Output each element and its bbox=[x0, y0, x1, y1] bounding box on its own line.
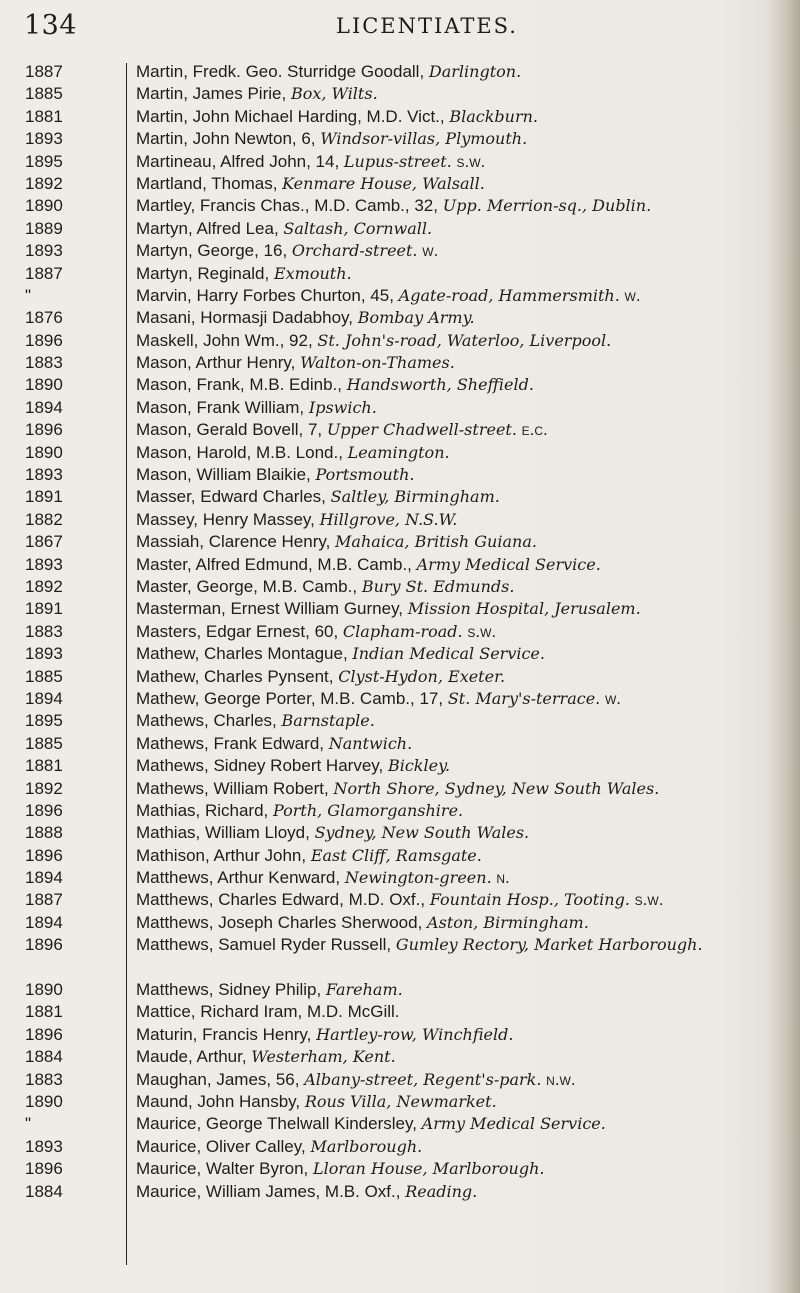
list-item bbox=[0, 643, 800, 665]
entry-year: 1896 bbox=[25, 845, 63, 865]
entry-text bbox=[136, 1158, 776, 1180]
entry-location: North Shore, Sydney, New South Wales. bbox=[333, 778, 660, 798]
entry-year: 1883 bbox=[25, 353, 63, 373]
entry-location: Agate-road, Hammersmith. bbox=[398, 285, 620, 305]
list-item bbox=[0, 397, 800, 419]
entry-location: Porth, Glamorganshire. bbox=[273, 800, 464, 820]
entry-year: 1895 bbox=[25, 711, 63, 731]
entry-name: Martin, James Pirie, bbox=[136, 84, 291, 104]
entry-text bbox=[136, 397, 776, 419]
entry-name: Matthews, Charles Edward, M.D. Oxf., bbox=[136, 890, 430, 910]
entry-location: Sydney, New South Wales. bbox=[314, 823, 530, 843]
list-item bbox=[0, 1001, 800, 1023]
entry-year: 1891 bbox=[25, 599, 63, 619]
entry-name: Mathew, George Porter, M.B. Camb., 17, bbox=[136, 688, 448, 708]
entry-location: Saltash, Cornwall. bbox=[283, 218, 433, 238]
entry-name: Mathew, Charles Pynsent, bbox=[136, 666, 339, 686]
entry-location: Blackburn. bbox=[449, 106, 539, 126]
entry-name: Matthews, Sidney Philip, bbox=[136, 980, 326, 1000]
entry-text bbox=[136, 979, 776, 1001]
entry-year: 1893 bbox=[25, 129, 63, 149]
entry-name: Matthews, Arthur Kenward, bbox=[136, 868, 345, 888]
entry-year: 1887 bbox=[25, 62, 63, 81]
entry-location: Walton-on-Thames. bbox=[300, 353, 455, 373]
list-item bbox=[0, 912, 800, 934]
entry-location: Army Medical Service. bbox=[421, 1114, 606, 1134]
entry-text bbox=[136, 106, 776, 128]
entry-text bbox=[136, 845, 776, 867]
entry-text bbox=[136, 374, 776, 396]
entry-year: 1885 bbox=[25, 666, 63, 686]
list-item bbox=[0, 845, 800, 867]
entry-name: Matthews, Joseph Charles Sherwood, bbox=[136, 912, 428, 932]
list-item bbox=[0, 240, 800, 262]
list-item bbox=[0, 173, 800, 195]
entry-year: 1889 bbox=[25, 218, 63, 238]
entry-location: Orchard-street. bbox=[291, 241, 418, 261]
entry-location: St. John's-road, Waterloo, Liverpool. bbox=[317, 330, 612, 350]
entry-name: Maurice, Walter Byron, bbox=[136, 1159, 313, 1179]
entry-location: Mahaica, British Guiana. bbox=[335, 532, 537, 552]
entry-name: Masters, Edgar Ernest, 60, bbox=[136, 621, 343, 641]
entry-location: Upp. Merrion-sq., Dublin. bbox=[442, 196, 652, 216]
list-item bbox=[0, 1046, 800, 1068]
entry-name: Martland, Thomas, bbox=[136, 173, 283, 193]
entry-name: Mason, William Blaikie, bbox=[136, 465, 316, 485]
list-item bbox=[0, 195, 800, 217]
entry-text bbox=[136, 1113, 776, 1135]
entry-text bbox=[136, 1091, 776, 1113]
list-item bbox=[0, 710, 800, 732]
entry-name: Martin, John Newton, 6, bbox=[136, 129, 321, 149]
entry-text bbox=[136, 285, 776, 307]
entry-text bbox=[136, 889, 776, 911]
list-item bbox=[0, 1181, 800, 1203]
entry-text bbox=[136, 666, 776, 688]
list-item bbox=[0, 554, 800, 576]
entry-name: Matthews, Samuel Ryder Russell, bbox=[136, 935, 396, 955]
running-head: LICENTIATES. bbox=[336, 14, 518, 38]
entry-text bbox=[136, 800, 776, 822]
entry-name: Mathias, Richard, bbox=[136, 800, 273, 820]
entry-text bbox=[136, 778, 776, 800]
entry-location: Hartley-row, Winchfield. bbox=[316, 1024, 514, 1044]
entry-name: Martin, Fredk. Geo. Sturridge Goodall, bbox=[136, 62, 429, 81]
list-item bbox=[0, 800, 800, 822]
list-item bbox=[0, 531, 800, 553]
entry-year: 1896 bbox=[25, 935, 63, 955]
list-item bbox=[0, 733, 800, 755]
list-item bbox=[0, 486, 800, 508]
entry-year: 1890 bbox=[25, 196, 63, 216]
list-item bbox=[0, 1113, 800, 1135]
entry-year: 1894 bbox=[25, 912, 63, 932]
entry-year: 1885 bbox=[25, 84, 63, 104]
entry-location: Portsmouth. bbox=[315, 465, 415, 485]
list-item bbox=[0, 128, 800, 150]
entry-year: 1881 bbox=[25, 756, 63, 776]
entry-name: Maughan, James, 56, bbox=[136, 1069, 305, 1089]
entry-location: Clyst-Hydon, Exeter. bbox=[338, 666, 506, 686]
entry-location: Lloran House, Marlborough. bbox=[312, 1159, 545, 1179]
entry-name: Masterman, Ernest William Gurney, bbox=[136, 599, 408, 619]
entry-name: Martley, Francis Chas., M.D. Camb., 32, bbox=[136, 196, 443, 216]
entry-location: Nantwich. bbox=[328, 733, 413, 753]
list-item bbox=[0, 330, 800, 352]
entry-text bbox=[136, 867, 776, 889]
entry-text bbox=[136, 1136, 776, 1158]
entry-name: Mathias, William Lloyd, bbox=[136, 823, 315, 843]
entry-year: 1896 bbox=[25, 800, 63, 820]
entry-text bbox=[136, 643, 776, 665]
entry-year: 1896 bbox=[25, 420, 63, 440]
entry-year: 1894 bbox=[25, 688, 63, 708]
entry-location: Reading. bbox=[405, 1181, 478, 1201]
entry-text bbox=[136, 576, 776, 598]
entry-location: Exmouth. bbox=[273, 263, 352, 283]
entry-name: Martyn, Reginald, bbox=[136, 263, 274, 283]
entry-location: Kenmare House, Walsall. bbox=[282, 173, 485, 193]
entry-location: Albany-street, Regent's-park. bbox=[304, 1069, 542, 1089]
entry-text bbox=[136, 486, 776, 508]
entry-year: 1893 bbox=[25, 465, 63, 485]
entry-text bbox=[136, 218, 776, 240]
entry-location: Fountain Hosp., Tooting. bbox=[429, 890, 630, 910]
entry-postal-district: n. bbox=[491, 868, 510, 888]
entry-name: Mathews, William Robert, bbox=[136, 778, 334, 798]
entry-year: 1884 bbox=[25, 1181, 63, 1201]
entry-name: Maskell, John Wm., 92, bbox=[136, 330, 318, 350]
entry-year: 1890 bbox=[25, 1091, 63, 1111]
entry-name: Mattice, Richard Iram, M.D. McGill. bbox=[136, 1002, 400, 1022]
entry-year: 1894 bbox=[25, 397, 63, 417]
entry-year: 1890 bbox=[25, 442, 63, 462]
entry-year: 1890 bbox=[25, 980, 63, 1000]
entry-text bbox=[136, 1069, 776, 1091]
page-header bbox=[0, 10, 800, 44]
entry-text bbox=[136, 509, 776, 531]
list-item bbox=[0, 822, 800, 844]
entry-text bbox=[136, 688, 776, 710]
entry-text bbox=[136, 822, 776, 844]
entry-year: 1882 bbox=[25, 509, 63, 529]
entry-text bbox=[136, 240, 776, 262]
entry-year: 1893 bbox=[25, 644, 63, 664]
list-item bbox=[0, 509, 800, 531]
entry-year: 1890 bbox=[25, 375, 63, 395]
page-number: 134 bbox=[24, 10, 78, 41]
list-item bbox=[0, 778, 800, 800]
list-item bbox=[0, 1158, 800, 1180]
entry-text bbox=[136, 173, 776, 195]
entry-text bbox=[136, 83, 776, 105]
entry-year: 1891 bbox=[25, 487, 63, 507]
list-item bbox=[0, 61, 800, 83]
entry-text bbox=[136, 755, 776, 777]
entry-location: Saltley, Birmingham. bbox=[330, 487, 500, 507]
entry-text bbox=[136, 263, 776, 285]
entry-year: 1876 bbox=[25, 308, 63, 328]
entry-text bbox=[136, 464, 776, 486]
entry-location: Aston, Birmingham. bbox=[427, 912, 589, 932]
entry-text bbox=[136, 934, 776, 956]
entry-name: Master, George, M.B. Camb., bbox=[136, 576, 362, 596]
entry-text bbox=[136, 61, 776, 83]
list-item bbox=[0, 419, 800, 441]
entry-location: Army Medical Service. bbox=[416, 554, 601, 574]
list-item bbox=[0, 598, 800, 620]
entry-location: Leamington. bbox=[347, 442, 450, 462]
entry-text bbox=[136, 621, 776, 643]
entry-year: 1885 bbox=[25, 733, 63, 753]
entry-name: Mathison, Arthur John, bbox=[136, 845, 311, 865]
list-item bbox=[0, 934, 800, 979]
entry-year: 1887 bbox=[25, 890, 63, 910]
entry-text bbox=[136, 554, 776, 576]
entry-text bbox=[136, 419, 776, 441]
entry-location: Windsor-villas, Plymouth. bbox=[320, 129, 528, 149]
entry-name: Mason, Gerald Bovell, 7, bbox=[136, 420, 327, 440]
list-item bbox=[0, 576, 800, 598]
entry-location: Handsworth, Sheffield. bbox=[346, 375, 534, 395]
entry-name: Marvin, Harry Forbes Churton, 45, bbox=[136, 285, 399, 305]
entry-year: 1893 bbox=[25, 1136, 63, 1156]
entry-text bbox=[136, 1181, 776, 1203]
list-item bbox=[0, 867, 800, 889]
list-item bbox=[0, 374, 800, 396]
entry-name: Maurice, George Thelwall Kindersley, bbox=[136, 1114, 422, 1134]
entry-name: Mason, Frank, M.B. Edinb., bbox=[136, 375, 347, 395]
entry-location: Newington-green. bbox=[344, 868, 492, 888]
entry-name: Maund, John Hansby, bbox=[136, 1091, 305, 1111]
entry-name: Master, Alfred Edmund, M.B. Camb., bbox=[136, 554, 417, 574]
list-item bbox=[0, 688, 800, 710]
entry-year: 1895 bbox=[25, 151, 63, 171]
entry-year: 1884 bbox=[25, 1047, 63, 1067]
entry-postal-district: s.w. bbox=[462, 621, 497, 641]
entry-text bbox=[136, 1001, 776, 1023]
entry-postal-district: w. bbox=[417, 241, 439, 261]
list-item bbox=[0, 979, 800, 1001]
list-item bbox=[0, 307, 800, 329]
list-item bbox=[0, 1136, 800, 1158]
entry-text bbox=[136, 531, 776, 553]
entry-location: Gumley Rectory, Market Harborough. bbox=[395, 935, 703, 955]
list-item bbox=[0, 1091, 800, 1113]
list-item bbox=[0, 1024, 800, 1046]
entry-name: Mason, Frank William, bbox=[136, 397, 309, 417]
entry-text bbox=[136, 733, 776, 755]
entry-location: Bury St. Edmunds. bbox=[361, 576, 515, 596]
entry-postal-district: s.w. bbox=[629, 890, 664, 910]
entry-text bbox=[136, 128, 776, 150]
entry-text bbox=[136, 598, 776, 620]
entry-postal-district: w. bbox=[600, 688, 622, 708]
entry-location: Marlborough. bbox=[310, 1136, 423, 1156]
list-item bbox=[0, 621, 800, 643]
entry-name: Maude, Arthur, bbox=[136, 1047, 252, 1067]
entry-name: Martyn, Alfred Lea, bbox=[136, 218, 284, 238]
list-item bbox=[0, 151, 800, 173]
entry-location: Indian Medical Service. bbox=[352, 644, 545, 664]
entry-text bbox=[136, 912, 776, 934]
entry-location: Mission Hospital, Jerusalem. bbox=[407, 599, 641, 619]
list-item bbox=[0, 263, 800, 285]
list-item bbox=[0, 285, 800, 307]
entry-year: 1893 bbox=[25, 241, 63, 261]
entry-location: Westerham, Kent. bbox=[251, 1047, 396, 1067]
entry-location: Rous Villa, Newmarket. bbox=[304, 1091, 497, 1111]
entry-location: Bombay Army. bbox=[357, 308, 475, 328]
entry-postal-district: e.c. bbox=[516, 420, 548, 440]
entry-location: St. Mary's-terrace. bbox=[447, 688, 601, 708]
entry-year: 1867 bbox=[25, 532, 63, 552]
entry-year: 1896 bbox=[25, 1159, 63, 1179]
list-item bbox=[0, 218, 800, 240]
entry-text bbox=[136, 151, 776, 173]
entry-year: 1887 bbox=[25, 263, 63, 283]
entry-name: Mathew, Charles Montague, bbox=[136, 644, 353, 664]
entry-location: Fareham. bbox=[325, 980, 403, 1000]
licentiates-list bbox=[0, 61, 800, 1203]
list-item bbox=[0, 106, 800, 128]
list-item bbox=[0, 889, 800, 911]
entry-year: 1894 bbox=[25, 868, 63, 888]
entry-location: Clapham-road. bbox=[342, 621, 463, 641]
entry-location: Barnstaple. bbox=[281, 711, 375, 731]
entry-text bbox=[136, 442, 776, 464]
entry-year: 1883 bbox=[25, 621, 63, 641]
entry-year: 1883 bbox=[25, 1069, 63, 1089]
entry-postal-district: n.w. bbox=[541, 1069, 576, 1089]
entry-name: Maurice, William James, M.B. Oxf., bbox=[136, 1181, 406, 1201]
list-item bbox=[0, 755, 800, 777]
entry-year: " bbox=[25, 1114, 32, 1134]
entry-name: Martineau, Alfred John, 14, bbox=[136, 151, 344, 171]
entry-name: Mason, Arthur Henry, bbox=[136, 353, 301, 373]
entry-location: Upper Chadwell-street. bbox=[326, 420, 517, 440]
entry-name: Masani, Hormasji Dadabhoy, bbox=[136, 308, 358, 328]
entry-location: Ipswich. bbox=[308, 397, 377, 417]
entry-text bbox=[136, 307, 776, 329]
entry-year: 1892 bbox=[25, 778, 63, 798]
list-item bbox=[0, 442, 800, 464]
entry-text bbox=[136, 195, 776, 217]
list-item bbox=[0, 1069, 800, 1091]
entry-year: 1893 bbox=[25, 554, 63, 574]
entry-text bbox=[136, 1024, 776, 1046]
entry-year: 1892 bbox=[25, 576, 63, 596]
entry-name: Maurice, Oliver Calley, bbox=[136, 1136, 311, 1156]
entry-name: Masser, Edward Charles, bbox=[136, 487, 331, 507]
entry-location: East Cliff, Ramsgate. bbox=[310, 845, 482, 865]
entry-name: Maturin, Francis Henry, bbox=[136, 1024, 317, 1044]
entry-location: Darlington. bbox=[428, 62, 522, 81]
entry-location: Lupus-street. bbox=[343, 151, 452, 171]
entry-name: Mathews, Charles, bbox=[136, 711, 282, 731]
list-item bbox=[0, 464, 800, 486]
entry-year: " bbox=[25, 285, 32, 305]
entry-year: 1896 bbox=[25, 1024, 63, 1044]
list-item bbox=[0, 83, 800, 105]
entry-name: Mathews, Frank Edward, bbox=[136, 733, 329, 753]
entry-text bbox=[136, 352, 776, 374]
entry-name: Massiah, Clarence Henry, bbox=[136, 532, 336, 552]
entry-year: 1881 bbox=[25, 106, 63, 126]
entry-name: Martyn, George, 16, bbox=[136, 241, 292, 261]
entry-name: Martin, John Michael Harding, M.D. Vict., bbox=[136, 106, 450, 126]
entry-year: 1881 bbox=[25, 1002, 63, 1022]
entry-text bbox=[136, 330, 776, 352]
entry-postal-district: w. bbox=[619, 285, 641, 305]
entry-location: Bickley. bbox=[387, 756, 451, 776]
entry-name: Mason, Harold, M.B. Lond., bbox=[136, 442, 348, 462]
entry-text bbox=[136, 710, 776, 732]
entry-year: 1888 bbox=[25, 823, 63, 843]
entry-location: Hillgrove, N.S.W. bbox=[319, 509, 458, 529]
entry-year: 1896 bbox=[25, 330, 63, 350]
entry-name: Massey, Henry Massey, bbox=[136, 509, 320, 529]
entry-text bbox=[136, 1046, 776, 1068]
entry-location: Box, Wilts. bbox=[290, 84, 378, 104]
list-item bbox=[0, 666, 800, 688]
list-item bbox=[0, 352, 800, 374]
entry-year: 1892 bbox=[25, 173, 63, 193]
entry-name: Mathews, Sidney Robert Harvey, bbox=[136, 756, 388, 776]
entry-postal-district: s.w. bbox=[451, 151, 486, 171]
